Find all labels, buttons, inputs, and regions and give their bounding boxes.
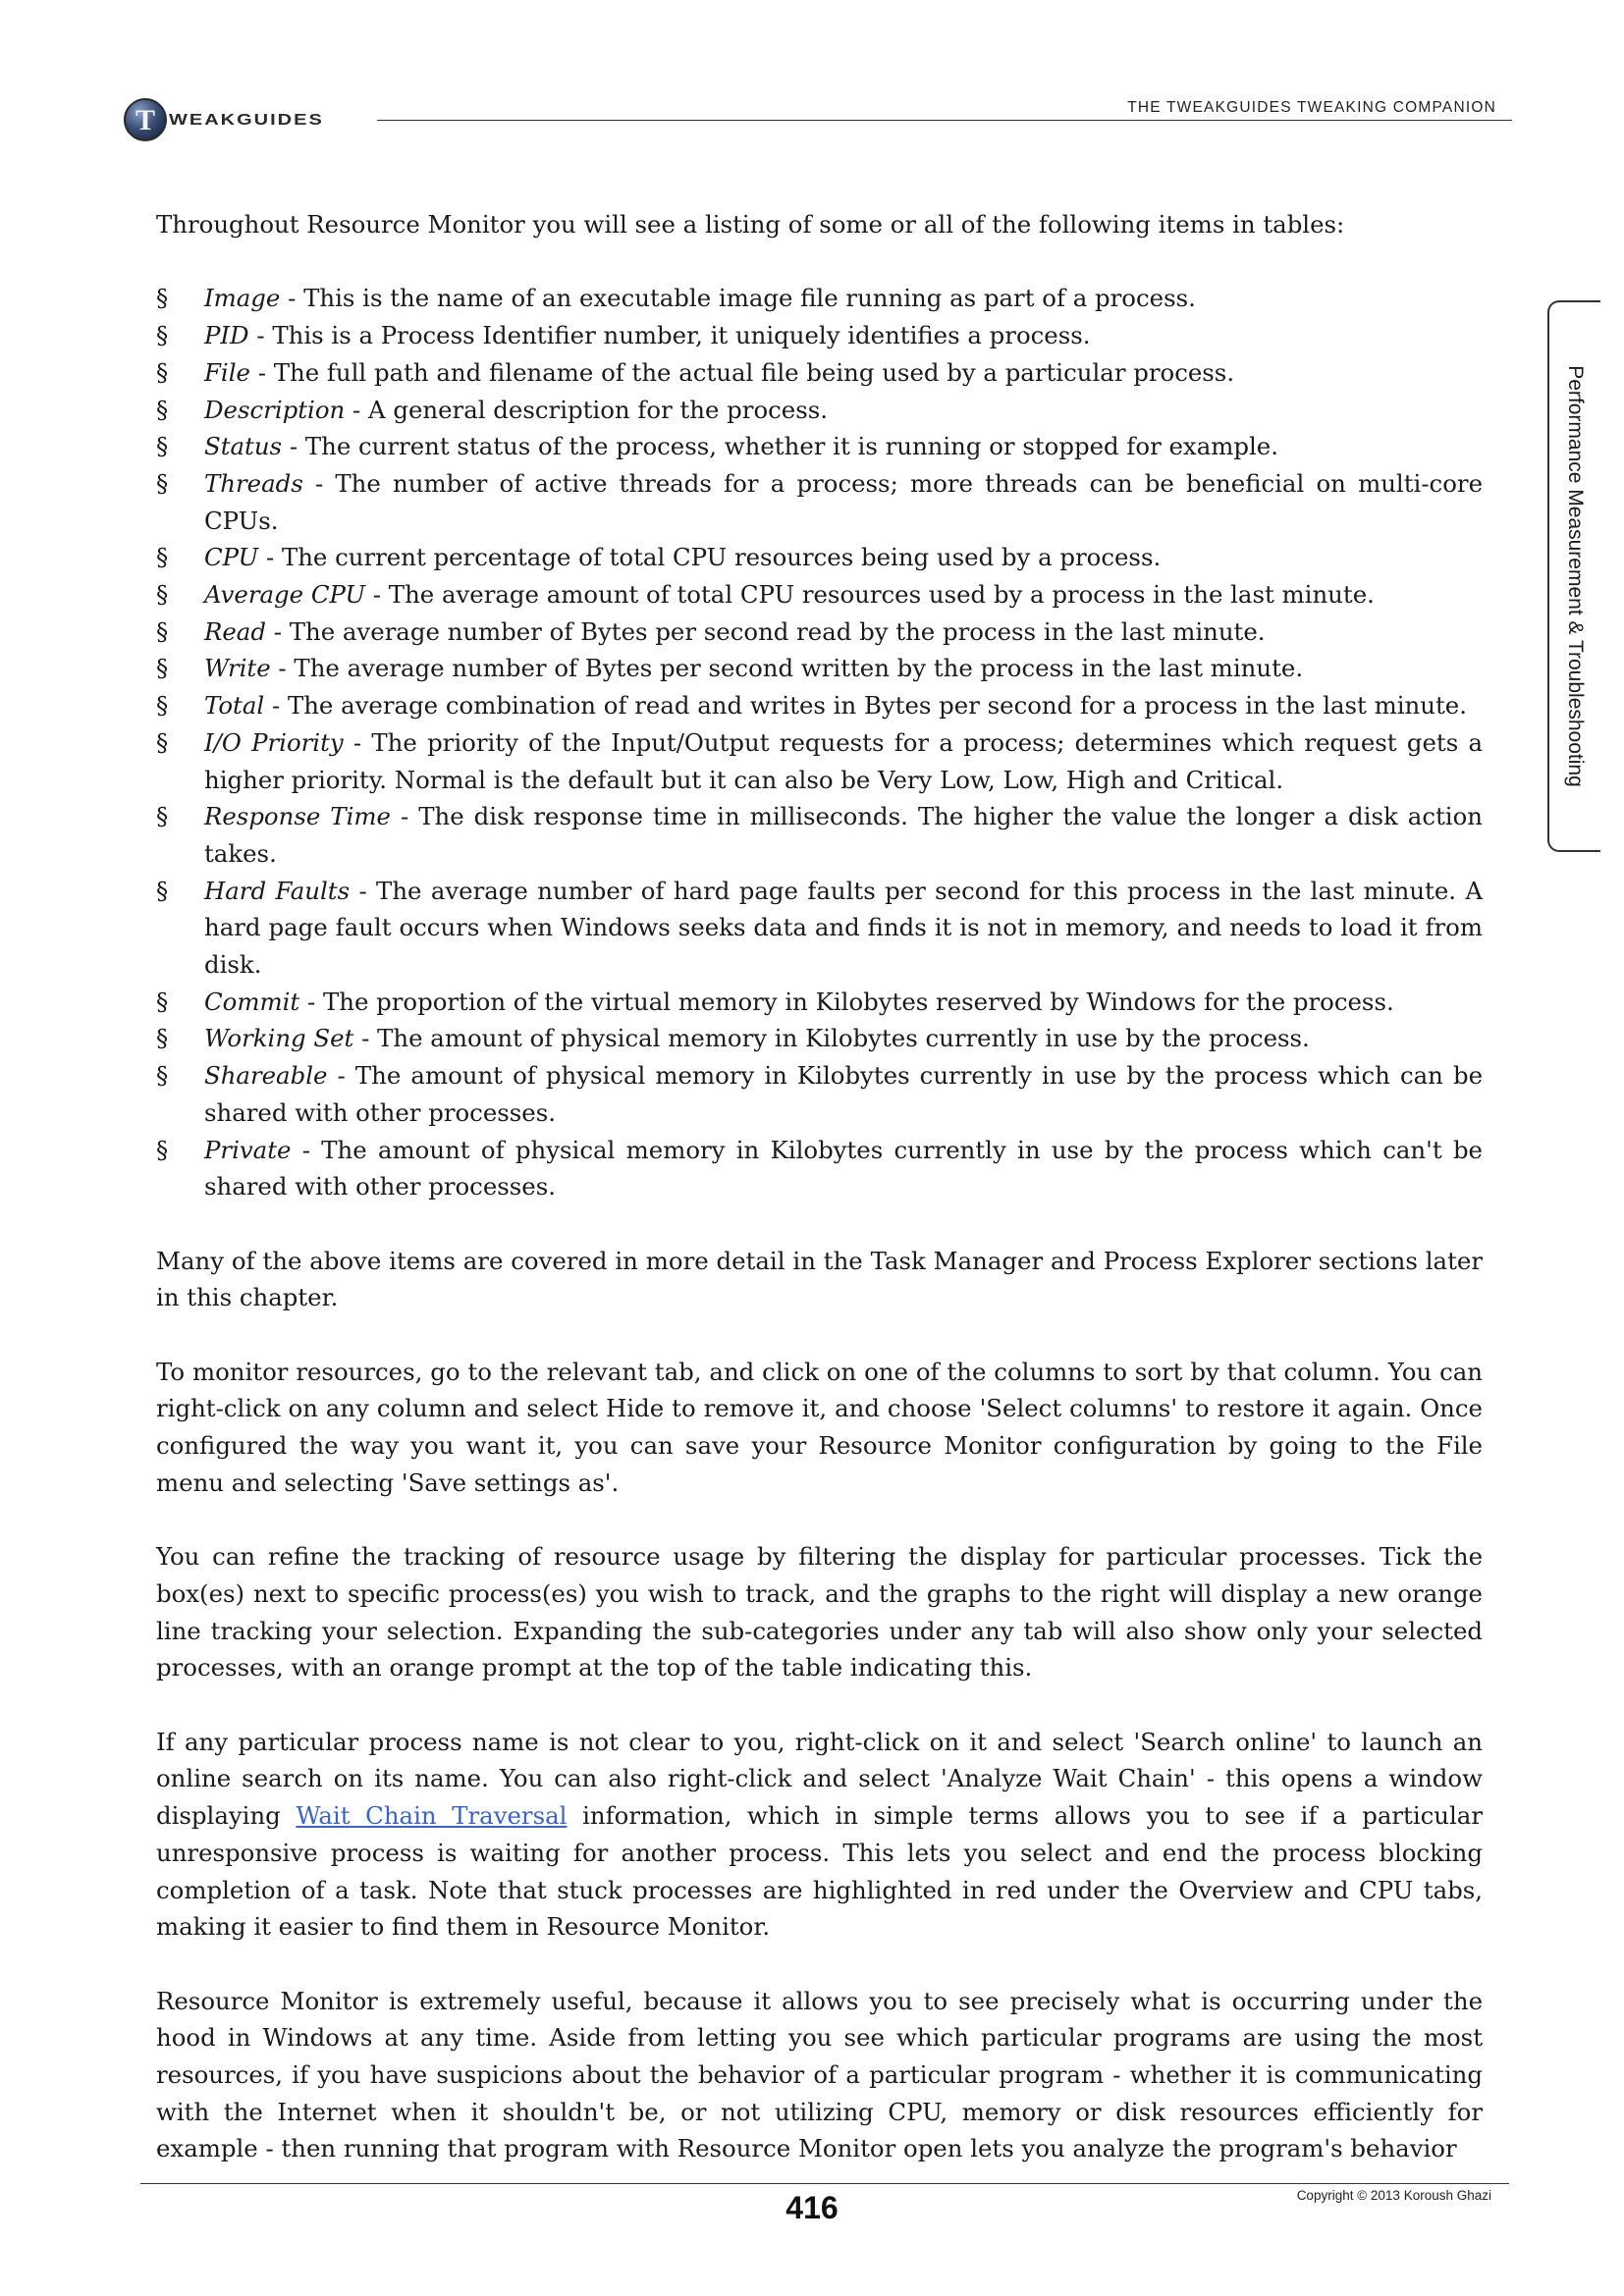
item-term: Write xyxy=(204,654,271,683)
list-item xyxy=(156,465,1483,539)
item-term: Status xyxy=(204,432,283,461)
list-item xyxy=(156,392,1483,429)
tweakguides-logo xyxy=(124,96,324,143)
logo-letter: T xyxy=(135,104,155,136)
item-description: - This is a Process Identifier number, it uniquely identifies a process. xyxy=(248,321,1091,350)
item-term: File xyxy=(204,357,250,387)
section-bullet-icon: § xyxy=(156,543,169,572)
list-item xyxy=(156,280,1483,317)
section-bullet-icon: § xyxy=(156,987,169,1016)
chapter-side-tab-label: Performance Measurement & Troubleshooting xyxy=(1564,365,1587,787)
paragraph-sorting-columns: To monitor resources, go to the relevant tab, and click on one of the columns to sort by that column. You can right-click on any column and select Hide to remove it, and choose 'Select columns' to restore it again. Once configured the way you want it, you can save your Resource Monitor configuration by going to the File menu and selecting 'Save settings as'. xyxy=(156,1357,1483,1497)
logo-text: WEAKGUIDES xyxy=(169,110,324,129)
paragraph-details-later: Many of the above items are covered in more detail in the Task Manager and Process Explorer sections later in this chapter. xyxy=(156,1246,1483,1312)
item-description: - The average combination of read and writes in Bytes per second for a process in the last minute. xyxy=(264,691,1467,721)
list-item xyxy=(156,428,1483,465)
list-item xyxy=(156,873,1483,984)
list-item xyxy=(156,1020,1483,1057)
section-bullet-icon: § xyxy=(156,395,169,424)
section-bullet-icon: § xyxy=(156,802,169,831)
list-item xyxy=(156,539,1483,576)
item-term: Hard Faults xyxy=(204,876,351,905)
list-item xyxy=(156,317,1483,354)
item-term: Description xyxy=(204,395,346,424)
chapter-side-tab xyxy=(1547,300,1600,852)
item-term: Threads xyxy=(204,468,303,498)
copyright-notice: Copyright © 2013 Koroush Ghazi xyxy=(1296,2188,1491,2203)
page-header xyxy=(124,96,1512,145)
list-item xyxy=(156,1057,1483,1131)
item-description: - The average number of Bytes per second read by the process in the last minute. xyxy=(265,616,1266,646)
item-term: Response Time xyxy=(204,802,391,831)
list-item xyxy=(156,354,1483,392)
item-description: - The amount of physical memory in Kilobytes currently in use by the process. xyxy=(353,1024,1310,1053)
item-description: - The average amount of total CPU resources used by a process in the last minute. xyxy=(365,580,1375,610)
logo-emblem xyxy=(124,98,167,141)
list-item xyxy=(156,984,1483,1021)
section-bullet-icon: § xyxy=(156,321,169,350)
section-bullet-icon: § xyxy=(156,468,169,498)
list-item xyxy=(156,724,1483,798)
footer-rule xyxy=(140,2183,1509,2184)
item-description: - The average number of hard page faults per second for this process in the last minute. A hard page fault occurs when Windows seeks data and finds it is not in memory, and needs to load it from disk. xyxy=(204,876,1483,980)
item-term: Image xyxy=(204,284,281,313)
section-bullet-icon: § xyxy=(156,654,169,683)
list-item xyxy=(156,650,1483,687)
item-term: Commit xyxy=(204,987,300,1016)
item-term: CPU xyxy=(204,543,259,572)
item-description: - This is the name of an executable image file running as part of a process. xyxy=(280,284,1196,313)
item-term: Shareable xyxy=(204,1061,328,1091)
item-term: PID xyxy=(204,321,249,350)
section-bullet-icon: § xyxy=(156,1061,169,1091)
column-definitions-list xyxy=(156,280,1483,1205)
section-bullet-icon: § xyxy=(156,357,169,387)
list-item xyxy=(156,614,1483,651)
section-bullet-icon: § xyxy=(156,1135,169,1164)
list-item xyxy=(156,1132,1483,1205)
page-number: 416 xyxy=(785,2190,839,2225)
item-description: - The proportion of the virtual memory in Kilobytes reserved by Windows for the process. xyxy=(299,987,1394,1016)
list-item xyxy=(156,576,1483,614)
item-term: Total xyxy=(204,691,265,721)
section-bullet-icon: § xyxy=(156,727,169,757)
section-bullet-icon: § xyxy=(156,876,169,905)
item-term: Average CPU xyxy=(204,580,366,610)
header-rule xyxy=(377,120,1512,121)
wait-chain-traversal-link[interactable]: Wait Chain Traversal xyxy=(296,1801,568,1831)
item-description: - The average number of Bytes per second written by the process in the last minute. xyxy=(270,654,1304,683)
paragraph-text: information, which in simple terms allows you to see if a particular unresponsive process is waiting for another process. This lets you select and end the process blocking completion of a task. Note that stuck processes are highlighted in red under the Overview and CPU tabs, making it easier to find them in Resource Monitor. xyxy=(156,1801,1483,1942)
item-term: Read xyxy=(204,616,266,646)
paragraph-text: If any particular process name is not clear to you, right-click on it and select 'Search online' to launch an online search on its name. You can also right-click and select 'Analyze Wait Chain' - this opens a window displaying xyxy=(156,1727,1483,1831)
header-title: THE TWEAKGUIDES TWEAKING COMPANION xyxy=(1127,99,1496,116)
item-description: - The amount of physical memory in Kilobytes currently in use by the process which can't be shared with other processes. xyxy=(204,1135,1483,1201)
item-term: I/O Priority xyxy=(204,727,344,757)
section-bullet-icon: § xyxy=(156,580,169,610)
page-body xyxy=(156,206,1483,2167)
section-bullet-icon: § xyxy=(156,284,169,313)
item-description: - The disk response time in milliseconds. The higher the value the longer a disk action takes. xyxy=(204,802,1483,868)
paragraph-search-online xyxy=(156,1724,1483,1946)
item-term: Private xyxy=(204,1135,292,1164)
item-description: - The current status of the process, whether it is running or stopped for example. xyxy=(282,432,1278,461)
list-item xyxy=(156,687,1483,724)
item-description: - The full path and filename of the actual file being used by a particular process. xyxy=(249,357,1235,387)
item-description: - The number of active threads for a process; more threads can be beneficial on multi-core CPUs. xyxy=(204,468,1483,535)
list-item xyxy=(156,798,1483,872)
section-bullet-icon: § xyxy=(156,616,169,646)
section-bullet-icon: § xyxy=(156,432,169,461)
section-bullet-icon: § xyxy=(156,1024,169,1053)
item-term: Working Set xyxy=(204,1024,354,1053)
item-description: - The priority of the Input/Output requests for a process; determines which request gets a higher priority. Normal is the default but it can also be Very Low, Low, High and Critical. xyxy=(204,727,1483,794)
item-description: - The current percentage of total CPU resources being used by a process. xyxy=(258,543,1162,572)
section-bullet-icon: § xyxy=(156,691,169,721)
item-description: - The amount of physical memory in Kilobytes currently in use by the process which can be shared with other processes. xyxy=(204,1061,1483,1127)
paragraph-filtering: You can refine the tracking of resource usage by filtering the display for particular processes. Tick the box(es) next to specific process(es) you wish to track, and the graphs to the right will display a new orange line tracking your selection. Expanding the sub-categories under any tab will also show only your selected processes, with an orange prompt at the top of the table indicating this. xyxy=(156,1542,1483,1682)
intro-paragraph: Throughout Resource Monitor you will see a listing of some or all of the following items in tables: xyxy=(156,210,1345,239)
item-description: - A general description for the process. xyxy=(345,395,829,424)
paragraph-usefulness: Resource Monitor is extremely useful, because it allows you to see precisely what is occurring under the hood in Windows at any time. Aside from letting you see which particular programs are using the most resources, if you have suspicions about the behavior of a particular program - whether it is communicating with the Internet when it shouldn't be, or not utilizing CPU, memory or disk resources efficiently for example - then running that program with Resource Monitor open lets you analyze the program's behavior xyxy=(156,1986,1483,2163)
